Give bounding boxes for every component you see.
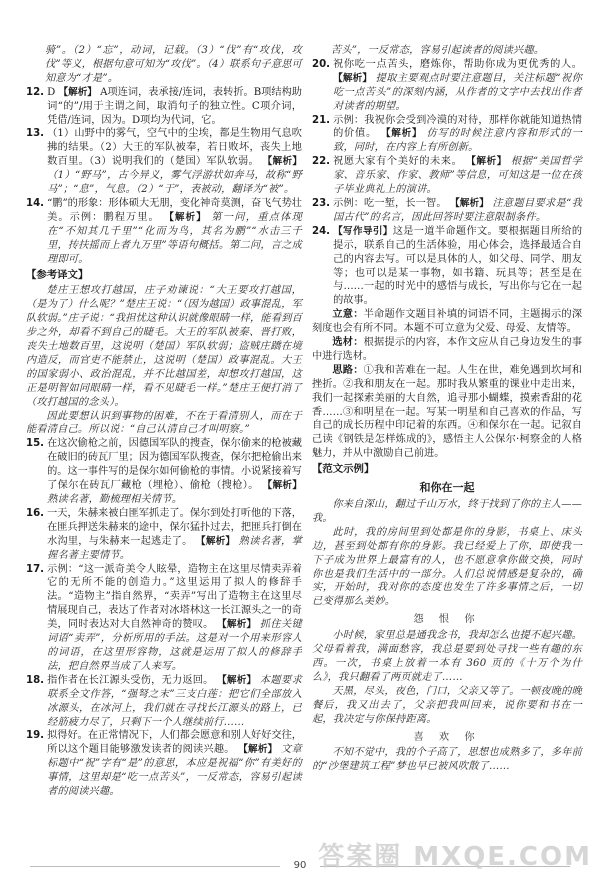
watermark-logo: 答案圈 MXQE.COM [318,842,592,872]
answer-21: 21. 示例：我祝你会受到冷漠的对待，那样你就能知道热情的价值。 【解析】 仿写的时候注意内容和形式的一致，同时，在内容上有所创新。 [312,114,582,154]
liyi-paragraph: 立意：半命题作文题目补填的词语不同，主题揭示的深刻度也会有所不同。本题不可立意为父爱、母爱、友情等。 [312,308,583,335]
right-column [312,44,582,774]
answer-16: 16. 一天，朱赫来被白匪军抓走了。保尔到处打听他的下落，在匪兵押送朱赫来的途中，保尔猛扑过去，把匪兵打倒在水沟里，与朱赫来一起逃走了。 【解析】 熟读名著，掌握名著主要情节。 [26,507,303,561]
essay-paragraph: 你来自深山，翻过千山万水，终于找到了你的主人——我。 [312,499,582,524]
answer-14: 14. “鹏”的形象：形体硕大无朋，变化神奇莫测，奋飞气势壮美。示例：鹏程万里。 【解析】 第一问，重点体现在“不知其几千里”“化而为鸟，其名为鹏”“水击三千里，抟扶摇而上者九万里”等语句概括。第二问，言之成理即可。 [26,197,303,265]
page-number: 90 [293,860,307,871]
essay-paragraph: 不知不觉中，我的个子高了，思想也成熟多了，多年前的“沙堡建筑工程”梦也早已被风吹散了…… [312,747,582,773]
left-column [26,44,302,799]
essay-paragraph: 此时，我的房间里到处都是你的身影，书桌上、床头边，甚至到处都有你的身影。我已经爱上了你，即使我一下子成为世界上最富有的人，也不愿意拿你做交换，同时你也是我们生活中的一部分。人们总说情感是复杂的，确实，开始时，我对你的态度也发生了许多事情之后，一切已变得那么美妙。 [312,526,582,608]
answer-20: 20. 祝你吃一点苦头，磨炼你，帮助你成为更优秀的人。 【解析】 提取主要观点时要注意题目，关注标题“祝你吃一点苦头”的深刻内涵，从作者的文字中去找出作者对读者的期望。 [312,58,582,112]
answer-15: 15. 在这次偷枪之前，因德国军队的搜查，保尔偷来的枪被藏在破旧的砖瓦厂里；因为德国军队搜查，保尔把枪偷出来的。这一事件写的是保尔如何偷枪的事情。小说紧接着写了保尔在砖瓦厂藏枪（埋枪）、偷枪（搜枪）。 【解析】 熟读名著，勤梳理相关情节。 [26,438,302,505]
essay-subtitle: 喜 欢 你 [413,731,481,743]
sample-essay-heading: 【范文示例】 [312,463,375,476]
answer-continuation: 苦头”，一反常态，容易引起读者的阅读兴趣。 [331,45,545,56]
answer-17: 17. 示例：“这一派奇美令人眩晕，造物主在这里尽情卖弄着它的无所不能的创造力。”这里运用了拟人的修辞手法。“造物主”指自然界，“卖弄”写出了造物主在这里尽情展现自己，表达了作者对冰塔林这一长江源头之一的奇美，同时表达对大自然神奇的赞叹。 【解析】 抓住关键词语“卖弄”，分析所用的手法。这是对一个用来形容人的词语，在这里形容物，这就是运用了拟人的修辞手法，把自然界当成了人来写。 [26,563,303,672]
xuancai-paragraph: 选材：根据提示的内容，本作文应从自己身边发生的事中进行选材。 [312,336,583,362]
answer-19: 19. 拟得好。在正常情况下，人们都会愿意和别人好好交往，所以这个题目能够激发读者的阅读兴趣。 【解析】 文章标题中“祝”字有“是”的意思，本应是祝福“你”有美好的事情，这里却是“吃一点苦头”，一反常态，容易引起读者的阅读兴趣。 [26,730,303,798]
answer-18: 18. 指作者在长江源头受伤，无力返回。 【解析】 本题要求联系全文作答，“强弩之末”三支白莲：把它们全部放入冰源头，在冰河上，我们就在寻找长江源头的路上，已经筋疲力尽了，只剩下一个人继续前行…… [26,674,303,728]
answer-23: 23. 示例：吃一堑，长一智。 【解析】 注意题目要求是“我国古代”的名言，因此回答时要注意限制条件。 [312,197,583,223]
reference-translation-heading: 【参考译文】 [26,268,89,281]
translation-paragraph: 楚庄王想攻打越国，庄子劝谏说：“大王要攻打越国，（是为了）什么呢？”楚庄王说：“（因为越国）政事混乱，军队软弱。”庄子说：“我担忧这种认识就像眼睛一样，能看到百步之外，却看不到自己的睫毛。大王的军队被秦、晋打败，丧失土地数百里，这说明（楚国）军队软弱；盗贼庄蹻在境内造反，而官吏不能禁止，这说明（楚国）政事混乱。大王的国家弱小、政治混乱，并不比越国差，却想攻打越国，这正是明智如同眼睛一样，看不见睫毛一样。”楚庄王便打消了（攻打越国的念头）。 [26,285,302,408]
silu-paragraph: 思路：①我和苦难在一起。人生在世，难免遇到坎坷和挫折。②我和朋友在一起。那时我从繁重的课业中走出来，我们一起探索美丽的大自然，追寻那小蝴蝶，摸索香甜的花香……③和明星在一起。写某一明星和自己喜欢的作品，写自己的成长历程中印记着的东西。④和保尔在一起。记叙自己读《钢铁是怎样炼成的》，感悟主人公保尔·柯察金的人格魅力，并从中激励自己前进。 [312,363,583,460]
answer-13: 13. （1）山野中的雾气，空气中的尘埃，都是生物用气息吹拂的结果。（2）大王的军队被奉，若日败坏，丧失上地数百里。（3）说明我们的（楚国）军队软弱。 【解析】 （1）“野马”，古今异义，雾气浮游状如奔马，故称“野马”；“息”，气息。（2）“于”，表被动，翻译为“被”。 [26,128,302,196]
answer-continuation: 骑”。（2）“忘”，动词，记载。（3）“伐”有“攻伐，攻伐”等义，根据句意可知为“攻伐”。（4）联系句子意思可知意为“才是”。 [45,45,302,84]
answer-22: 22. 祝愿大家有个美好的未来。 【解析】 根据“美国哲学家、音乐家、作家、教师”等信息，可知这是一位在孩子毕业典礼上的演讲。 [312,156,583,196]
essay-paragraph: 天黑，尽头，夜色，门口，父亲又等了。一顿夜晚的晚餐后，我又出去了，父亲把我叫回来，说你要和书在一起，我决定与你保持距离。 [312,685,582,725]
translation-paragraph: 因此要想认识到事物的困难，不在于看清别人，而在于能看清自己。所以说：“自己认清自己才叫明察。” [26,410,302,436]
essay-title: 和你在一起 [419,481,475,495]
essay-subtitle: 怨 恨 你 [413,614,481,626]
answer-12: 12. D 【解析】 A项连词，表承接/连词，表转折。B项结构助词“的”/用于主谓之间，取消句子的独立性。C项介词，凭借/连词，因为。D项均为代词，它。 [26,86,302,126]
sample-essay [312,498,582,774]
answer-24: 24. 【写作导引】这是一道半命题作文。要根据题目所给的提示，联系自己的生活体验，用心体会，选择最适合自己的内容去写。可以是具体的人，如父母、同学、朋友等；也可以是某一事物，如书籍、玩具等；甚至是在与……一起的时光中的感悟与成长，写出你与它在一起的故事。 [312,225,583,307]
essay-paragraph: 小时候，家里总是通我念书，我却怎么也提不起兴趣。父母看着我，满面愁容，我总是要到处寻找一些有趣的东西。一次，书桌上放着一本有 360 页的《十万个为什么》，我只翻看了两页就走了…… [312,630,582,683]
